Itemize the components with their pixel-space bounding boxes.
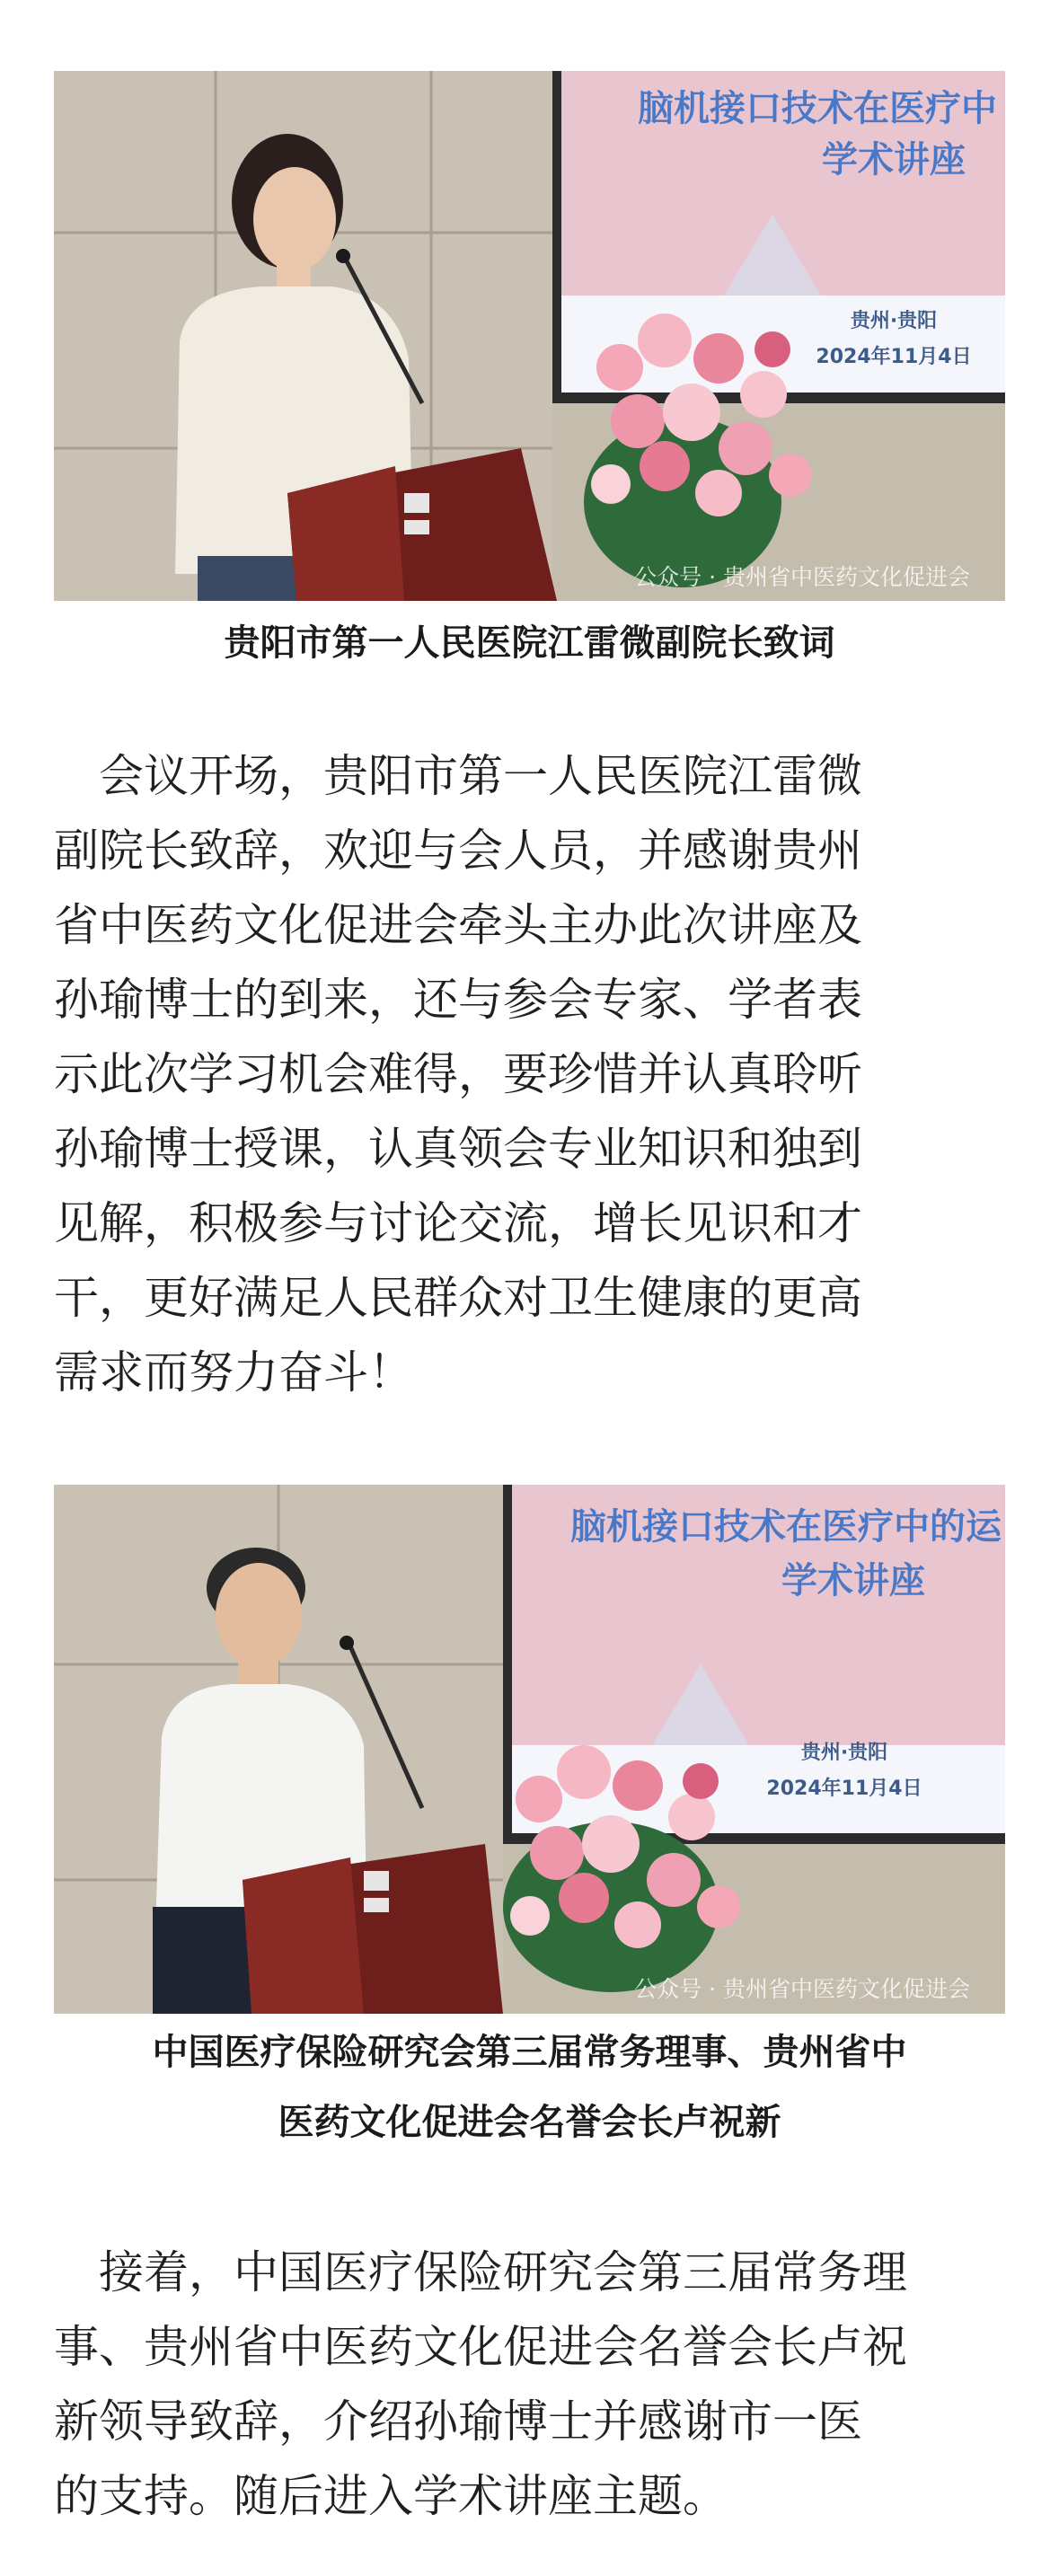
photo-1-scene xyxy=(54,71,1005,601)
photo-vice-president-speech xyxy=(54,71,1005,601)
caption-photo-2-line1: 中国医疗保险研究会第三届常务理事、贵州省中 xyxy=(152,2032,907,2073)
paragraph-line: 副院长致辞，欢迎与会人员，并感谢贵州 xyxy=(54,825,862,877)
paragraph-followup xyxy=(54,2236,1005,2534)
slide-location-1: 贵州·贵阳 xyxy=(850,310,938,332)
paragraph-line: 新领导致辞，介绍孙瑜博士并感谢市一医 xyxy=(54,2395,862,2448)
watermark-2: 公众号 · 贵州省中医药文化促进会 xyxy=(634,1976,970,2002)
paragraph-line: 会议开场，贵阳市第一人民医院江雷微 xyxy=(54,750,862,802)
slide-title-1a: 脑机接口技术在医疗中 xyxy=(638,88,997,129)
paragraph-line: 干，更好满足人民群众对卫生健康的更高 xyxy=(54,1272,862,1324)
photo-honorary-president-speech xyxy=(54,1485,1005,2014)
paragraph-opening xyxy=(54,739,1005,1410)
paragraph-line: 接着，中国医疗保险研究会第三届常务理 xyxy=(54,2246,907,2298)
paragraph-line: 省中医药文化促进会牵头主办此次讲座及 xyxy=(54,899,862,951)
paragraph-line: 孙瑜博士的到来，还与参会专家、学者表 xyxy=(54,974,862,1026)
paragraph-line: 的支持。随后进入学术讲座主题。 xyxy=(54,2470,728,2522)
paragraph-line: 孙瑜博士授课，认真领会专业知识和独到 xyxy=(54,1123,862,1175)
slide-title-1b: 学术讲座 xyxy=(822,139,966,181)
caption-photo-2-line2: 医药文化促进会名誉会长卢祝新 xyxy=(278,2102,781,2143)
slide-location-2: 贵州·贵阳 xyxy=(800,1742,888,1764)
slide-date-1: 2024年11月4日 xyxy=(816,346,972,368)
caption-photo-2 xyxy=(54,2017,1005,2157)
photo-2-scene xyxy=(54,1485,1005,2014)
paragraph-line: 事、贵州省中医药文化促进会名誉会长卢祝 xyxy=(54,2321,907,2373)
paragraph-line: 见解，积极参与讨论交流，增长见识和才 xyxy=(54,1197,862,1249)
paragraph-line: 需求而努力奋斗！ xyxy=(54,1346,413,1398)
watermark-1: 公众号 · 贵州省中医药文化促进会 xyxy=(634,564,970,590)
slide-title-2b: 学术讲座 xyxy=(781,1560,925,1601)
caption-photo-1: 贵阳市第一人民医院江雷微副院长致词 xyxy=(224,622,835,664)
slide-title-2a: 脑机接口技术在医疗中的运 xyxy=(570,1506,1002,1548)
paragraph-line: 示此次学习机会难得，要珍惜并认真聆听 xyxy=(54,1048,862,1100)
slide-date-2: 2024年11月4日 xyxy=(766,1778,922,1800)
